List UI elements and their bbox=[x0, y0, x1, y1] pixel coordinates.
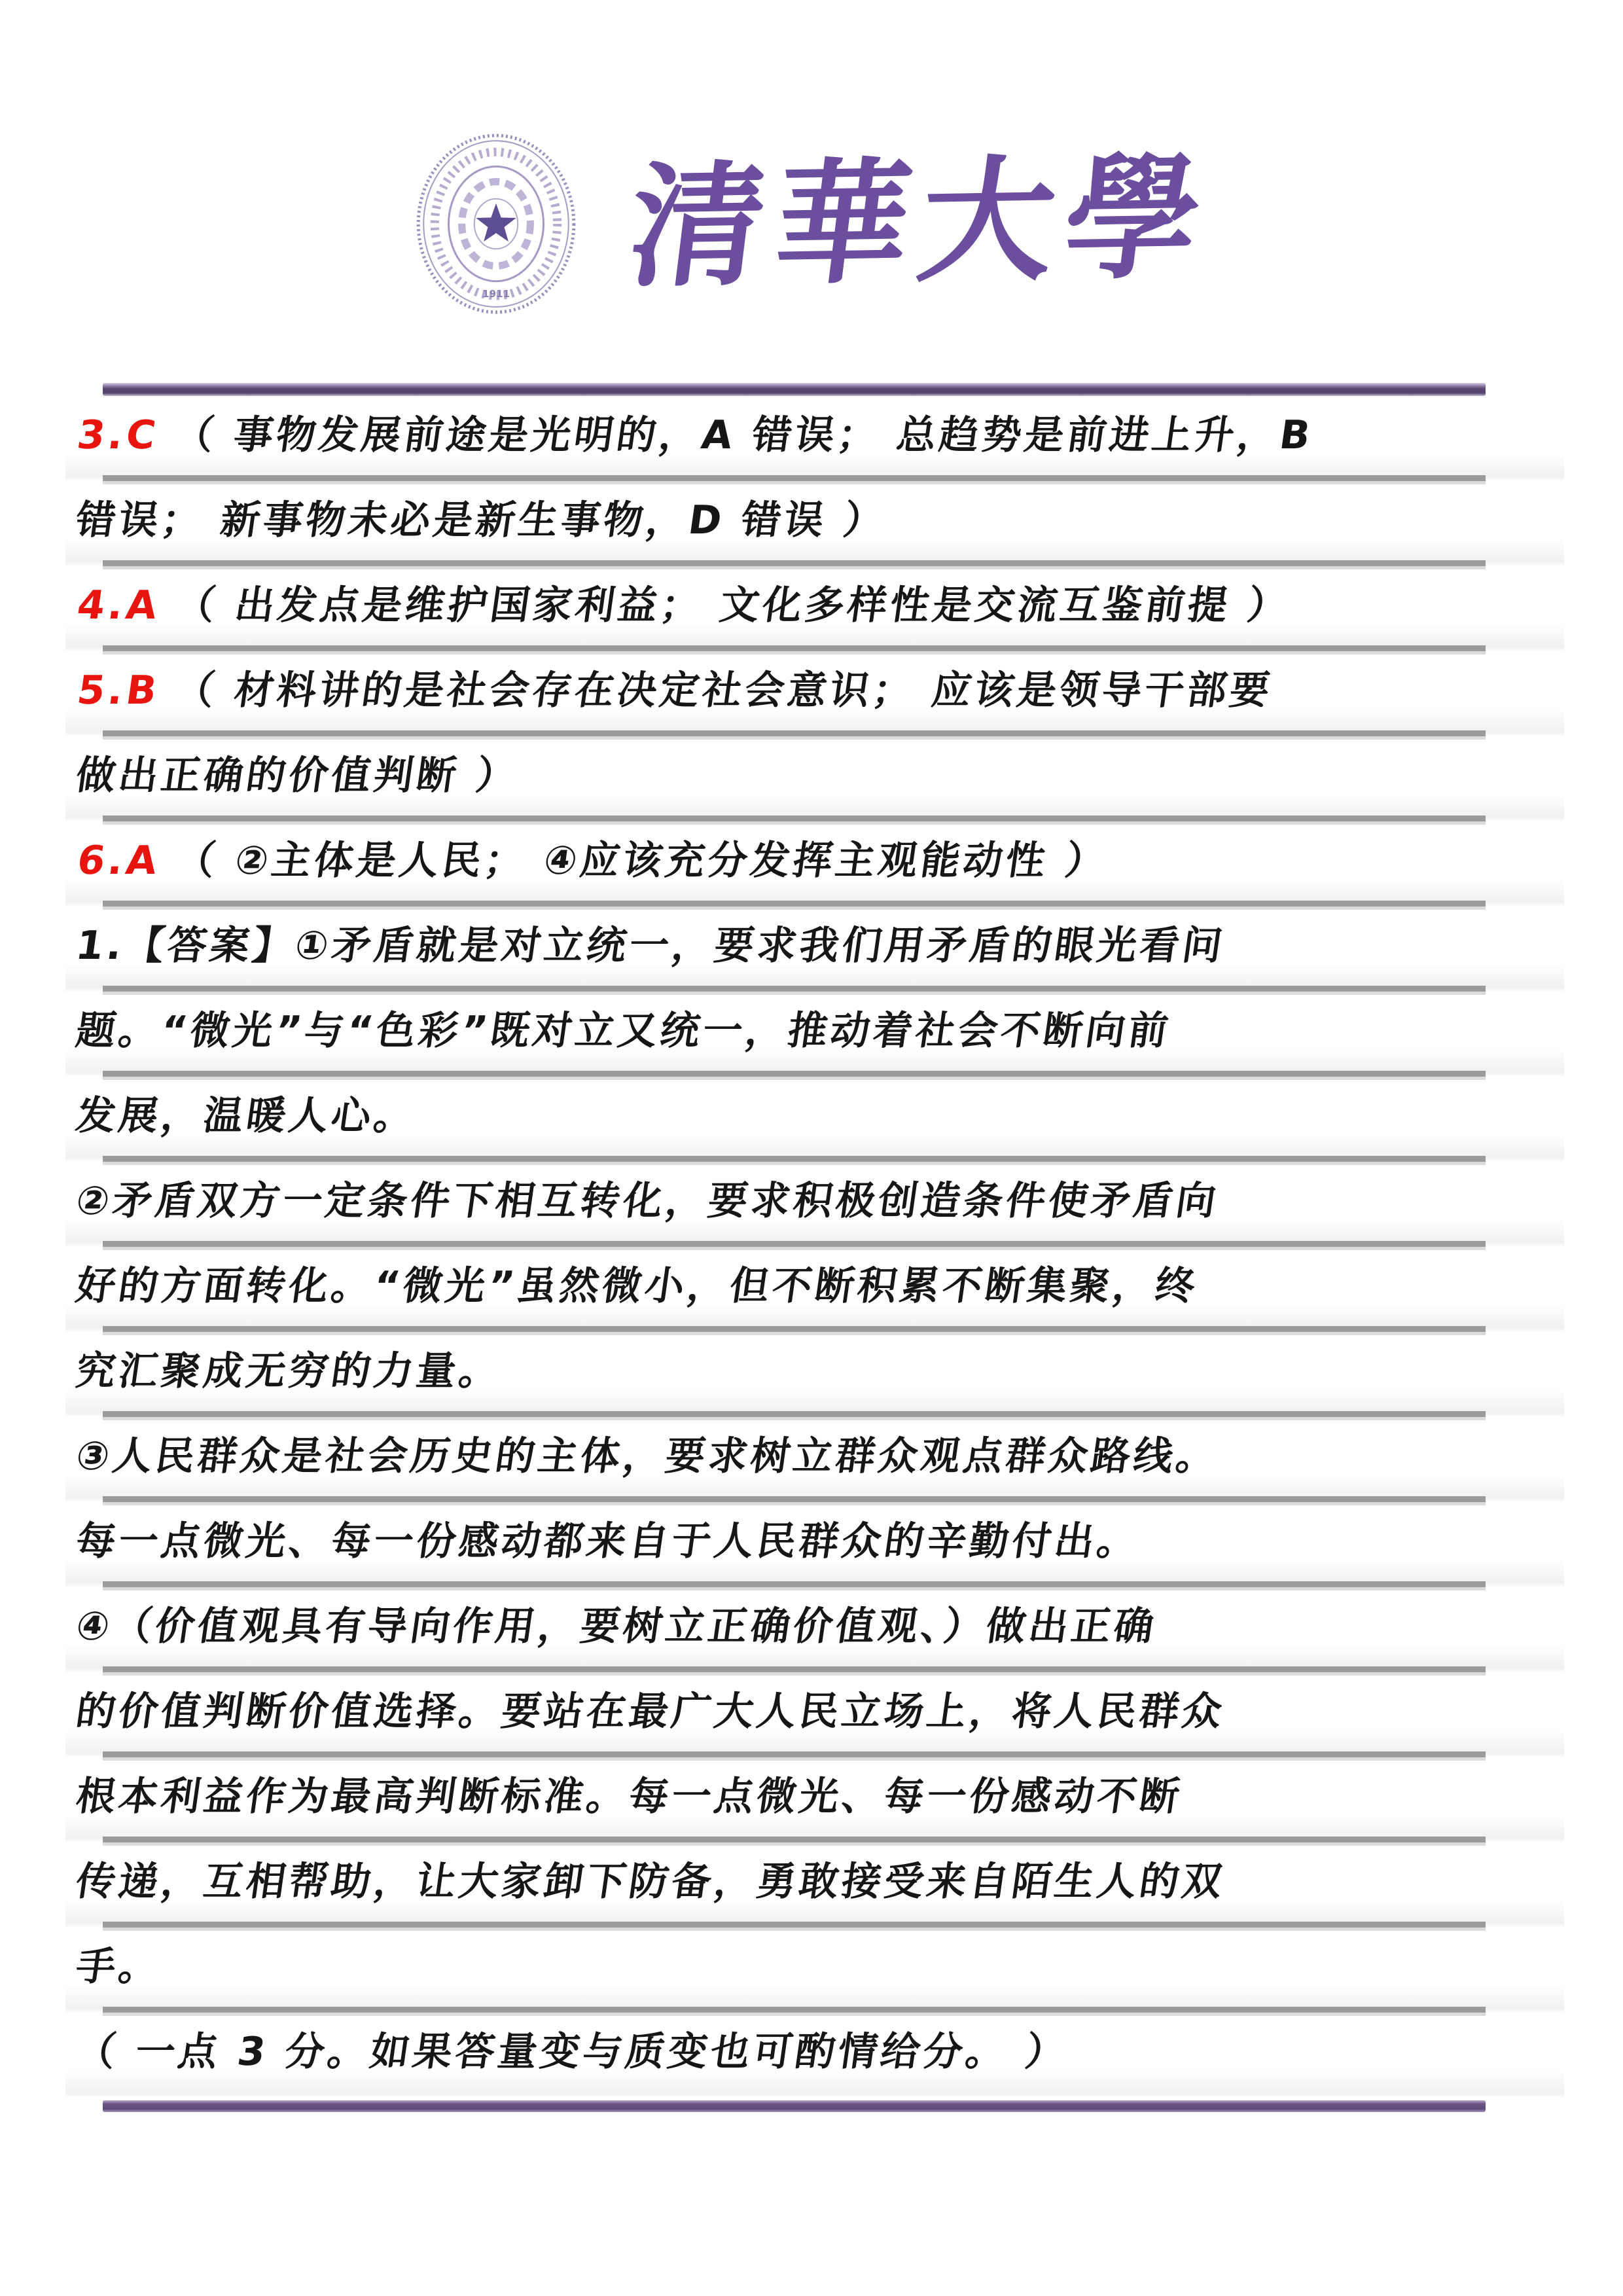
answer-line bbox=[65, 1417, 1564, 1502]
answer-text: 好的方面转化。“微光”虽然微小，但不断积累不断集聚，终 bbox=[73, 1263, 1202, 1309]
answer-text: （ 出发点是维护国家利益； 文化多样性是交流互鉴前提 ） bbox=[172, 583, 1294, 628]
answer-line bbox=[65, 1757, 1564, 1842]
answer-line bbox=[65, 1842, 1564, 1928]
answer-text: ③人民群众是社会历史的主体，要求树立群众观点群众路线。 bbox=[73, 1433, 1222, 1479]
answer-line bbox=[65, 481, 1564, 566]
answer-text: （ 一点 3 分。如果答量变与质变也可酌情给分。 ） bbox=[73, 2029, 1071, 2075]
answer-line bbox=[65, 2013, 1564, 2098]
answer-line bbox=[65, 1928, 1564, 2013]
answer-number: 4.A bbox=[74, 583, 164, 628]
answer-line bbox=[65, 906, 1564, 992]
answer-text: 每一点微光、每一份感动都来自于人民群众的辛勤付出。 bbox=[73, 1518, 1143, 1564]
answer-text: 题。“微光”与“色彩”既对立又统一，推动着社会不断向前 bbox=[73, 1008, 1175, 1054]
answer-line bbox=[65, 1077, 1564, 1162]
answer-line bbox=[65, 1247, 1564, 1332]
answer-text: 根本利益作为最高判断标准。每一点微光、每一份感动不断 bbox=[73, 1774, 1186, 1820]
answer-text: 手。 bbox=[73, 1944, 165, 1990]
answer-text: 做出正确的价值判断 ） bbox=[73, 753, 522, 798]
university-header bbox=[0, 131, 1623, 317]
answer-sheet bbox=[65, 383, 1564, 2112]
answer-number: 5.B bbox=[74, 668, 163, 713]
answer-number: 3.C bbox=[74, 412, 162, 458]
answer-line bbox=[65, 1502, 1564, 1587]
answer-line bbox=[65, 992, 1564, 1077]
answer-line bbox=[65, 1587, 1564, 1672]
answer-text: 发展，温暖人心。 bbox=[73, 1093, 420, 1139]
answer-text: （ ②主体是人民； ④应该充分发挥主观能动性 ） bbox=[172, 838, 1111, 884]
answer-text: （ 材料讲的是社会存在决定社会意识； 应该是领导干部要 bbox=[171, 668, 1276, 713]
seal-year: 1911 bbox=[482, 287, 510, 300]
answer-line bbox=[65, 566, 1564, 651]
answer-text: ②矛盾双方一定条件下相互转化，要求积极创造条件使矛盾向 bbox=[73, 1178, 1222, 1224]
university-calligraphy: 清華大學 bbox=[620, 140, 1220, 306]
answer-line bbox=[65, 1332, 1564, 1417]
answer-line bbox=[65, 651, 1564, 736]
answer-text: 错误； 新事物未必是新生事物，D 错误 ） bbox=[73, 497, 889, 543]
top-border-rule bbox=[103, 383, 1486, 396]
answer-line bbox=[65, 1672, 1564, 1757]
bottom-border-rule bbox=[103, 2100, 1486, 2112]
answer-number: 6.A bbox=[74, 838, 164, 884]
answer-line bbox=[65, 396, 1564, 481]
answer-text: 传递，互相帮助，让大家卸下防备，勇敢接受来自陌生人的双 bbox=[73, 1859, 1228, 1905]
seal-star-icon bbox=[476, 204, 516, 242]
answer-text: 1.【答案】①矛盾就是对立统一，要求我们用矛盾的眼光看问 bbox=[73, 923, 1228, 969]
answer-text: 究汇聚成无穷的力量。 bbox=[73, 1348, 505, 1394]
answer-text: 的价值判断价值选择。要站在最广大人民立场上，将人民群众 bbox=[73, 1689, 1228, 1734]
tsinghua-seal-icon bbox=[414, 131, 579, 317]
answer-text: （ 事物发展前途是光明的，A 错误； 总趋势是前进上升，B bbox=[171, 412, 1316, 458]
answer-line bbox=[65, 1162, 1564, 1247]
answer-line bbox=[65, 821, 1564, 906]
answer-text: ④（价值观具有导向作用，要树立正确价值观、）做出正确 bbox=[73, 1604, 1160, 1649]
answer-line bbox=[65, 736, 1564, 821]
